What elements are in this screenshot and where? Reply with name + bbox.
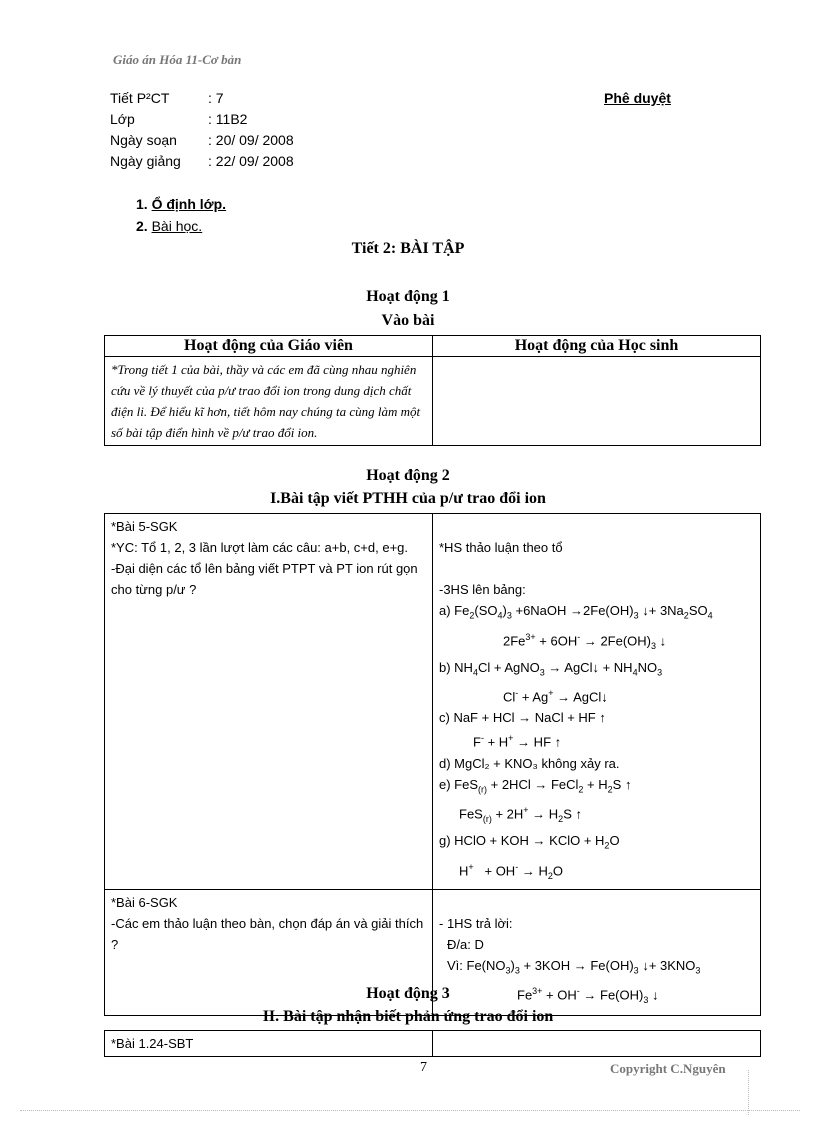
step-text: Bài học. [151,218,203,234]
activity3-title: Hoạt động 3 [366,985,450,1002]
info-value: : 7 [208,90,224,106]
teacher-column-header: Hoạt động của Giáo viên [105,336,433,357]
ionic-e: $FeS_{(r)} + 2H^+ \to H_2S$ ↑ [459,805,582,825]
activity1-student-cell [433,357,761,446]
page-border-vertical [748,1070,749,1115]
info-key: Tiết P²CT [110,90,170,106]
equation-e: e) FeS$_{(r)}$ + 2HCl → FeCl$_2$ + $H_2S$ ↑ [439,776,632,795]
info-value: : 11B2 [208,111,248,127]
ionic-c: F- + H+ → HF ↑ [473,733,562,750]
activity3-subtitle: II. Bài tập nhận biết phản ứng trao đổi ion [262,1008,554,1025]
equation-a: a) $Fe_2(SO_4)_3$ +6NaOH $\to 2Fe(OH)_3$ ↓+ $3Na_2SO_4$ [439,603,713,621]
steps-list [136,193,226,237]
equation-b: b) $NH_4Cl$ + AgNO$_3$ → AgCl↓ + $NH_4NO_3$ [439,659,663,678]
activity1-table [104,335,761,446]
equation-g: g) HClO + KOH → KClO + $H_2O$ [439,833,620,851]
info-key: Ngày soạn [110,132,177,148]
student-column-header: Hoạt động của Học sinh [433,336,761,357]
bai5-title: *Bài 5-SGK [111,519,178,534]
bai6-equation: Vì: $Fe(NO_3)_3 + 3KOH \to Fe(OH)_3$ ↓+ $3KNO_3$ [447,957,701,976]
activity1-subtitle: Vào bài [381,312,435,329]
bai5-requirement: *YC: Tổ 1, 2, 3 lần lượt làm các câu: a+b, c+d, e+g. [111,540,409,555]
page-number: 7 [420,1060,427,1075]
bai124-student-cell [433,1031,761,1057]
info-value: : 20/ 09/ 2008 [208,132,294,148]
activity3-table [104,1030,761,1057]
activity1-teacher-cell: *Trong tiết 1 của bài, thầy và các em đã cùng nhau nghiên cứu về lý thuyết của p/ư trao đổi ion trong dung dịch chất điện li. Để hiểu kĩ hơn, tiết hôm nay chúng ta cùng làm một số bài tập điển hình về p/ư trao đổi ion. [105,357,433,446]
bai5-instruction: -Đại diện các tổ lên bảng viết PTPT và PT ion rút gọn cho từng p/ư ? [111,561,418,597]
lesson-title: Tiết 2: BÀI TẬP [351,240,465,257]
step-number: 1. [136,196,148,212]
approve-label: Phê duyệt [604,90,671,106]
bai6-ionic: $Fe^{3+} + OH^- \to Fe(OH)_3$ ↓ [517,986,659,1006]
ionic-b: Cl- + Ag+ → AgCl↓ [503,688,608,705]
bai6-student-answer: - 1HS trả lời: [439,915,513,931]
activity2-subtitle: I.Bài tập viết PTHH của p/ư trao đổi ion [270,490,546,507]
bai6-title: *Bài 6-SGK [111,894,178,910]
bai6-instruction: -Các em thảo luận theo bàn, chọn đáp án và giải thích ? [111,915,424,952]
ionic-g: $H^+ + OH^- \to H_2O$ [459,861,563,881]
bai5-student-cell [433,514,761,890]
copyright: Copyright C.Nguyên [610,1061,726,1076]
info-key: Ngày giảng [110,153,181,169]
step-text: Ổ định lớp. [151,196,227,212]
bai5-teacher-cell [105,514,433,890]
bai6-choice: Đ/a: D [447,936,484,952]
activity1-title: Hoạt động 1 [366,288,450,305]
document-header: Giáo án Hóa 11-Cơ bản [113,52,242,67]
activity2-title: Hoạt động 2 [366,467,450,484]
equation-d: d) MgCl₂ + KNO₃ không xảy ra. [439,755,620,771]
step-number: 2. [136,218,148,234]
equation-c: c) NaF + HCl → NaCl + HF ↑ [439,710,606,726]
page-border [20,1110,800,1111]
bai5-student-note: *HS thảo luận theo tổ [439,540,563,555]
info-key: Lớp [110,111,135,127]
bai124-teacher-cell: *Bài 1.24-SBT [105,1031,433,1057]
activity2-table [104,513,761,1016]
info-value: : 22/ 09/ 2008 [208,153,294,169]
bai5-student-board: -3HS lên bảng: [439,582,526,597]
lesson-info [110,88,294,172]
ionic-a: $2Fe^{3+} + 6OH^- \to 2Fe(OH)_3$ ↓ [503,631,667,651]
